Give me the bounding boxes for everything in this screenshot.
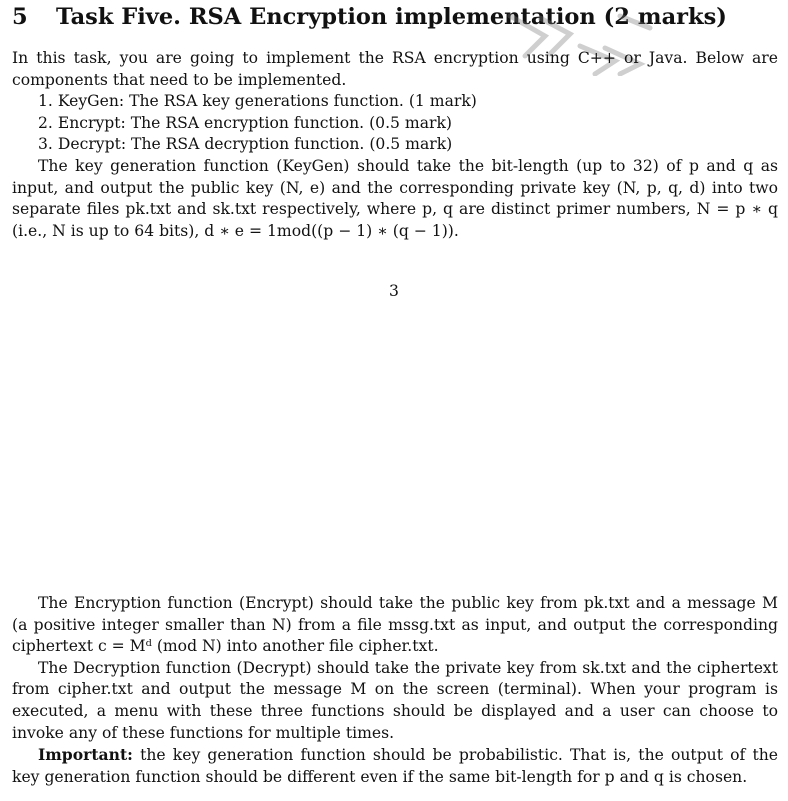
list-item-number: 1. — [38, 92, 53, 111]
keygen-paragraph: The key generation function (KeyGen) should take the bit-length (up to 32) of p and q as input, and output the public key (N, e) and the corresponding private key (N, p, q, d) into two separate files pk.txt and sk.txt respectively, where p, q are distinct primer numbers, N = p ∗ q (i.e., N is up to 64 bits), d ∗ e = 1mod((p − 1) ∗ (q − 1)). — [12, 156, 778, 240]
list-item-number: 2. — [38, 113, 53, 132]
section-number: 5 — [12, 4, 28, 30]
encrypt-paragraph: The Encryption function (Encrypt) should take the public key from pk.txt and a message M (a positive integer smaller than N) from a file mssg.txt as input, and output the corresponding ciphertext c = Mᵈ (mod N) into another file cipher.txt. — [12, 594, 778, 656]
decrypt-paragraph: The Decryption function (Decrypt) should take the private key from sk.txt and the ciphertext from cipher.txt and output the message M on the screen (terminal). When your program is executed, a menu with these three functions should be displayed and a user can choose to invoke any of these functions for multiple times. — [12, 658, 778, 742]
list-item-number: 3. — [38, 135, 53, 154]
list-item-text: Decrypt: The RSA decryption function. (0.5 mark) — [57, 135, 453, 154]
list-item — [12, 134, 778, 156]
important-text: the key generation function should be probabilistic. That is, the output of the key generation function should be different even if the same bit-length for p and q is chosen. — [12, 746, 778, 786]
list-item-text: Encrypt: The RSA encryption function. (0.5 mark) — [57, 113, 453, 132]
section-heading — [12, 4, 782, 30]
list-item-text: KeyGen: The RSA key generations function. (1 mark) — [57, 92, 477, 111]
lower-block — [12, 593, 778, 788]
list-item — [12, 113, 778, 135]
component-list — [12, 91, 778, 156]
intro-paragraph: In this task, you are going to implement the RSA encryption using C++ or Java. Below are components that need to be implemented. — [12, 49, 778, 89]
page-number: 3 — [389, 282, 399, 300]
important-paragraph — [12, 744, 778, 788]
section-title: Task Five. RSA Encryption implementation (2 marks) — [56, 4, 727, 30]
important-label: Important: — [38, 745, 133, 765]
list-item — [12, 91, 778, 113]
intro-block — [12, 48, 778, 242]
